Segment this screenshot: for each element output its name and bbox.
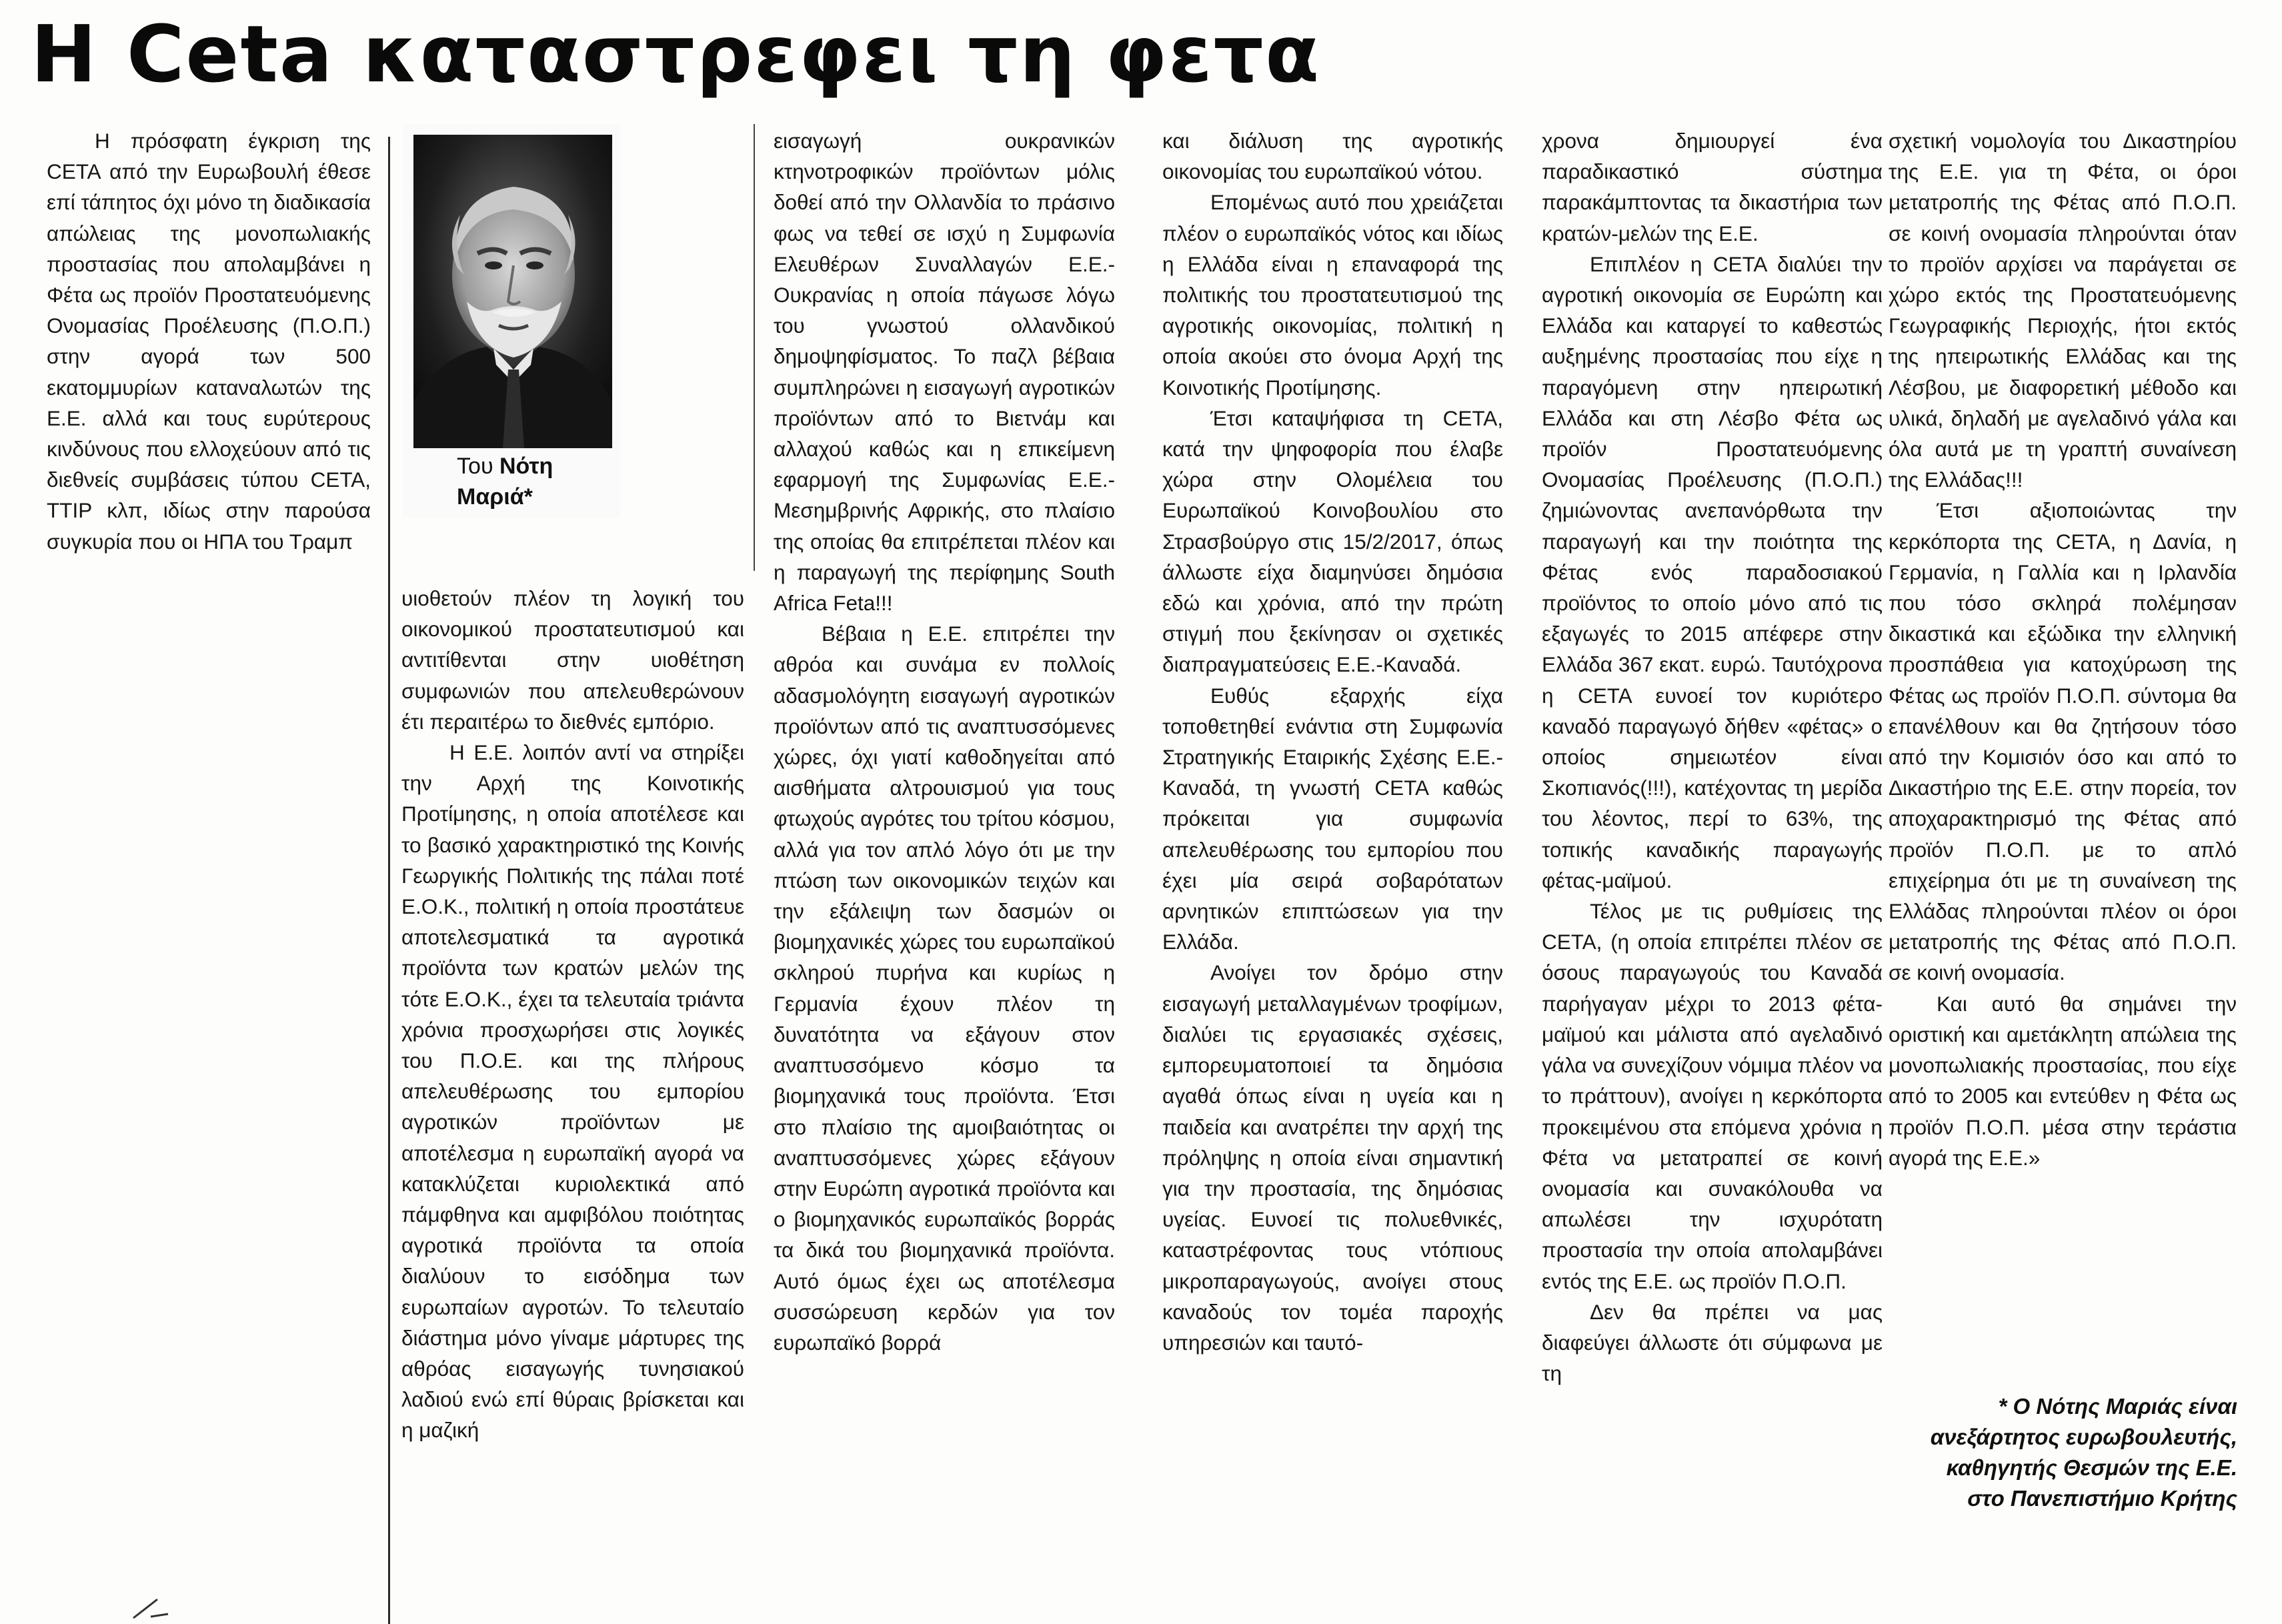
paragraph: Τέλος με τις ρυθμίσεις της CETA, (η οποία επιτρέπει πλέον σε όσους παραγωγούς του Καναδά παρήγαγαν μέχρι το 2013 φέτα-μαϊμού και μάλιστα από αγελαδινό γάλα να συνεχίζουν νόμιμα πλέον να το πράττουν), ανοίγει η κερκόπορτα προκειμένου στα επόμενα χρόνια η Φέτα να μετατραπεί σε κοινή ονομασία και συνακόλουθα να απωλέσει την ισχυρότατη προστασία την οποία απολαμβάνει εντός της Ε.Ε. ως προϊόν Π.Ο.Π. [1542,899,1883,1293]
paragraph: και διάλυση της αγροτικής οικονομίας του ευρωπαϊκού νότου. [1162,129,1503,184]
paragraph: Έτσι καταψήφισα τη CETA, κατά την ψηφοφορία που έλαβε χώρα στην Ολομέλεια του Ευρωπαϊκού Κοινοβουλίου στο Στρασβούργο στις 15/2/2017, όπως άλλωστε είχα διαμηνύσει δημόσια εδώ και χρόνια, από την πρώτη στιγμή που ξεκίνησαν οι σχετικές διαπραγματεύσεις Ε.Ε.-Καναδά. [1162,405,1503,677]
article-column-6 [1889,125,2237,1173]
scan-mark [131,1594,171,1621]
paragraph: Βέβαια η Ε.Ε. επιτρέπει την αθρόα και συνάμα εν πολλοίς αδασμολόγητη εισαγωγή αγροτικών προϊόντων από τις αναπτυσσόμενες χώρες, όχι γιατί καθοδηγείται από αισθήματα αλτρουισμού για τους φτωχούς αγρότες του τρίτου κόσμου, αλλά για τον απλό λόγο ότι με την πτώση των οικονομικών τειχών και την εξάλειψη των δασμών οι βιομηχανικές χώρες του ευρωπαϊκού σκληρού πυρήνα και κυρίως η Γερμανία έχουν πλέον τη δυνατότητα να εξάγουν στον αναπτυσσόμενο κόσμο τα βιομηχανικά τους προϊόντα. Έτσι στο πλαίσιο της αμοιβαιότητας οι αναπτυσσόμενες χώρες εξάγουν στην Ευρώπη αγροτικά προϊόντα και ο βιομηχανικός ευρωπαϊκός βορράς τα δικά του βιομηχανικά προϊόντα. Αυτό όμως έχει ως αποτέλεσμα συσσώρευση κερδών για τον ευρωπαϊκό βορρά [774,622,1115,1355]
caption-author-last: Μαριά* [457,484,533,510]
paragraph: Επομένως αυτό που χρειάζεται πλέον ο ευρωπαϊκός νότος και ιδίως η Ελλάδα είναι η επαναφορά της πολιτικής του προστατευτισμού της αγροτικής οικονομίας, πολιτική η οποία ακούει στο όνομα Αρχή της Κοινοτικής Προτίμησης. [1162,190,1503,399]
paragraph: Επιπλέον η CETA διαλύει την αγροτική οικονομία σε Ευρώπη και Ελλάδα και καταργεί το καθεστώς αυξημένης προστασίας που είχε η παραγόμενη στην ηπειρωτική Ελλάδα και στη Λέσβο Φέτα ως προϊόν Προστατευόμενης Ονομασίας Προέλευσης (Π.Ο.Π.) ζημιώνοντας ανεπανόρθωτα την παραγωγή και την ποιότητα της Φέτας ενός παραδοσιακού προϊόντος το οποίο μόνο από τις εξαγωγές το 2015 απέφερε στην Ελλάδα 367 εκατ. ευρώ. Ταυτόχρονα η CETA ευνοεί τον κυριότερο καναδό παραγωγό δήθεν «φέτας» ο οποίος σημειωτέον είναι Σκοπιανός(!!!), κατέχοντας τη μερίδα του λέοντος, περί το 63%, της τοπικής καναδικής παραγωγής φέτας-μαϊμού. [1542,251,1883,892]
paragraph: χρονα δημιουργεί ένα παραδικαστικό σύστημα παρακάμπτοντας τα δικαστήρια των κρατών-μελών της Ε.Ε. [1542,129,1883,245]
article-column-5 [1542,125,1883,1389]
column-divider [754,124,755,571]
paragraph: σχετική νομολογία του Δικαστηρίου της Ε.Ε. για τη Φέτα, οι όροι μετατροπής της Φέτας από Π.Ο.Π. σε κοινή ονομασία πληρούνται όταν το προϊόν αρχίσει να παράγεται σε χώρο εκτός της Προστατευόμενης Γεωγραφικής Περιοχής, ήτοι εκτός της ηπειρωτικής Ελλάδας και της Λέσβου, με διαφορετική μέθοδο και υλικά, δηλαδή με αγελαδινό γάλα και όλα αυτά με τη γραπτή συναίνεση της Ελλάδας!!! [1889,129,2237,492]
paragraph: Ευθύς εξαρχής είχα τοποθετηθεί ενάντια στη Συμφωνία Στρατηγικής Εταιρικής Σχέσης Ε.Ε.-Καναδά, τη γνωστή CETA καθώς πρόκειται για συμφωνία απελευθέρωσης του εμπορίου που έχει μία σειρά σοβαρότατων αρνητικών επιπτώσεων για την Ελλάδα. [1162,683,1503,954]
paragraph: Δεν θα πρέπει να μας διαφεύγει άλλωστε ότι σύμφωνα με τη [1542,1299,1883,1386]
article-column-2 [401,583,744,1446]
author-portrait-image [413,135,612,448]
column-divider [388,137,390,1624]
photo-caption [457,451,617,512]
article-column-4 [1162,125,1503,1358]
paragraph: Και αυτό θα σημάνει την οριστική και αμετάκλητη απώλεια της μονοπωλιακής προστασίας, που είχε από το 2005 και εντεύθεν η Φέτα ως προϊόν Π.Ο.Π. μέσα στην τεράστια αγορά της Ε.Ε.» [1889,991,2237,1170]
paragraph: Η πρόσφατη έγκριση της CETA από την Ευρωβουλή έθεσε επί τάπητος όχι μόνο τη διαδικασία απώλειας της μονοπωλιακής προστασίας που απολαμβάνει η Φέτα ως προϊόν Προστατευόμενης Ονομασίας Προέλευσης (Π.Ο.Π.) στην αγορά των 500 εκατομμυρίων καταναλωτών της Ε.Ε. αλλά και τους ευρύτερους κινδύνους που ελλοχεύουν από τις διεθνείς συμβάσεις τύπου CETA, TTIP κλπ, ιδίως στην παρούσα συγκυρία που οι ΗΠΑ του Τραμπ [47,129,371,554]
paragraph: Έτσι αξιοποιώντας την κερκόπορτα της CETA, η Δανία, η Γερμανία, η Γαλλία και η Ιρλανδία που τόσο σκληρά πολέμησαν δικαστικά και εξώδικα την ελληνική προσπάθεια για κατοχύρωση της Φέτας ως προϊόν Π.Ο.Π. σύντομα θα επανέλθουν και θα ζητήσουν τόσο από την Κομισιόν όσο και από το Δικαστήριο της Ε.Ε. στην πορεία, τον αποχαρακτηρισμό της Φέτας από προϊόν Π.Ο.Π. με το απλό επιχείρημα ότι με τη συναίνεση της Ελλάδας πληρούνται πλέον οι όροι μετατροπής της Φέτας από Π.Ο.Π. σε κοινή ονομασία. [1889,498,2237,985]
paragraph: υιοθετούν πλέον τη λογική του οικονομικού προστατευτισμού και αντιτίθενται στην υιοθέτηση συμφωνιών που απελευθερώνουν έτι περαιτέρω το διεθνές εμπόριο. [401,586,744,734]
paragraph: Ανοίγει τον δρόμο στην εισαγωγή μεταλλαγμένων τροφίμων, διαλύει τις εργασιακές σχέσεις, εμπορευματοποιεί τα δημόσια αγαθά όπως είναι η υγεία και η παιδεία και ανατρέπει την αρχή της πρόληψης η οποία είναι σημαντική για την προστασία, της δημόσιας υγείας. Ευνοεί τις πολυεθνικές, καταστρέφοντας τους ντόπιους μικροπαραγωγούς, ανοίγει στους καναδούς τον τομέα παροχής υπηρεσιών και ταυτό- [1162,960,1503,1355]
caption-prefix: Του [457,454,499,479]
paragraph: Η Ε.Ε. λοιπόν αντί να στηρίξει την Αρχή της Κοινοτικής Προτίμησης, η οποία αποτέλεσε και το βασικό χαρακτηριστικό της Κοινής Γεωργικής Πολιτικής της πάλαι ποτέ Ε.Ο.Κ., πολιτική η οποία προστάτευε αποτελεσματικά τα αγροτικά προϊόντα των κρατών μελών της τότε Ε.Ο.Κ., έχει τα τελευταία τριάντα χρόνια προσχωρήσει στις λογικές του Π.Ο.Ε. και της πλήρους απελευθέρωσης του εμπορίου αγροτικών προϊόντων με αποτέλεσμα η ευρωπαϊκή αγορά να κατακλύζεται κυριολεκτικά από πάμφθηνα και αμφιβόλου ποιότητας αγροτικά προϊόντα τα οποία διαλύουν το εισόδημα των ευρωπαίων αγροτών. Το τελευταίο διάστημα μόνο γίναμε μάρτυρες της αθρόας εισαγωγής τυνησιακού λαδιού ενώ επί θύραις βρίσκεται και η μαζική [401,740,744,1443]
headline: Η Ceta καταστρεφει τη φετα [31,8,1321,100]
author-bio: * Ο Νότης Mαριάς είναι ανεξάρτητος ευρωβουλευτής, καθηγητής Θεσμών της Ε.Ε. στο Πανεπιστήμιο Κρήτης [1930,1394,2237,1511]
article-column-1 [47,125,371,557]
caption-author-first: Νότη [499,454,553,479]
article-column-3 [774,125,1115,1358]
paragraph: εισαγωγή ουκρανικών κτηνοτροφικών προϊόντων μόλις δοθεί από την Ολλανδία το πράσινο φως να τεθεί σε ισχύ η Συμφωνία Ελευθέρων Συναλλαγών Ε.Ε.-Ουκρανίας η οποία πάγωσε λόγω του γνωστού ολλανδικού δημοψηφίσματος. Το παζλ βέβαια συμπληρώνει η εισαγωγή αγροτικών προϊόντων από το Βιετνάμ και αλλαχού καθώς και η επικείμενη εφαρμογή της Συμφωνίας Ε.Ε.-Μεσημβρινής Αφρικής, στο πλαίσιο της οποίας θα επιτρέπεται πλέον και η παραγωγή της περίφημης South Africa Feta!!! [774,129,1115,616]
